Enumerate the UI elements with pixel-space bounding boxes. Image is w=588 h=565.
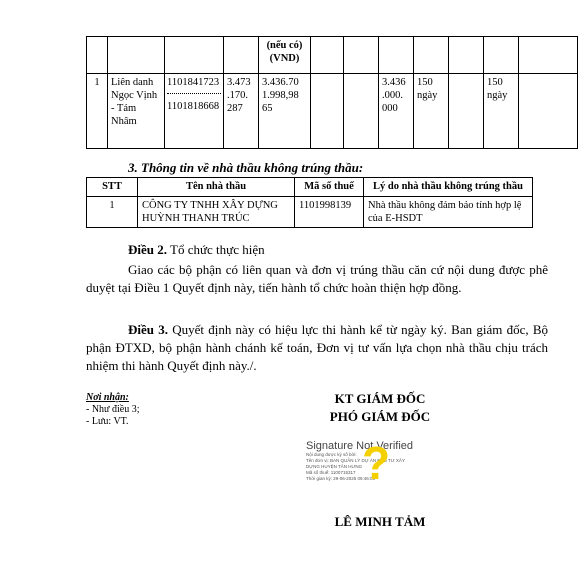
signature-status: Signature Not Verified [306,440,414,452]
header-currency-cell: (nếu có) (VND) [259,37,311,74]
row-col-a: 3.473 .170. 287 [224,74,259,149]
table-row [87,197,533,228]
section3-heading: 3. Thông tin về nhà thầu không trúng thầu: [128,160,364,175]
losing-bidder-table [86,177,533,228]
tax-code-2: 1101818668 [167,101,220,112]
header-bidder-name: Tên nhà thầu [138,178,295,197]
row-bidder-name: CÔNG TY TNHH XÂY DỰNG HUỲNH THANH TRÚC [138,197,295,228]
table-header-row [87,178,533,197]
recipient-item: - Như điều 3; [86,404,140,415]
header-stt: STT [87,178,138,197]
signature-detail-line: Nội dung được ký số bởi: [306,452,357,457]
row-col-c: 3.436 .000. 000 [379,74,414,149]
row-tax-codes [165,74,224,149]
bid-result-table [86,36,578,149]
signer-title-1: KT GIÁM ĐỐC [334,391,426,406]
question-mark-icon: ? [362,437,391,489]
article3-label: Điều 3. [128,322,168,337]
digital-signature-stamp [306,437,426,490]
article3-paragraph [86,321,548,375]
row-col-b: 3.436.70 1.998,98 65 [259,74,311,149]
row-reason: Nhà thầu không đảm bảo tính hợp lệ của E-HSDT [364,197,533,228]
header-reason: Lý do nhà thầu không trúng thầu [364,178,533,197]
row-tax-code: 1101998139 [295,197,364,228]
row-col-e: 150 ngày [484,74,519,149]
row-bidder-name: Liên danh Ngọc Vịnh - Tám Nhâm [108,74,165,149]
recipient-item: - Lưu: VT. [86,416,129,427]
signature-detail-line: Thời gian ký: 29-06-2025 09:46:03 [306,476,375,481]
signer-name: LÊ MINH TẢM [334,514,426,529]
row-col-d: 150 ngày [414,74,449,149]
article2-body: Giao các bộ phận có liên quan và đơn vị trúng thầu căn cứ nội dung được phê duyệt tại Điều 1 Quyết định này, tiến hành tổ chức hoàn thiện hợp đồng. [86,262,548,295]
article2-label: Điều 2. [128,242,167,257]
tax-code-1: 1101841723 [167,76,221,94]
header-tax-code: Mã số thuế [295,178,364,197]
table-row [87,74,578,149]
article2-title-text: Tổ chức thực hiện [167,242,265,257]
signature-detail-line: DỰNG HUYỆN TÂN HƯNG [306,464,363,469]
signer-title-2: PHÓ GIÁM ĐỐC [329,409,431,424]
row-stt: 1 [87,197,138,228]
article2-title [128,241,548,259]
signature-detail-line: Mã số thuế: 1100715317 [306,470,356,475]
signature-detail-line: Tên đơn vị: BAN QUẢN LÝ DỰ ÁN ĐẦU TƯ XÂY [306,458,405,463]
recipients-title: Nơi nhận: [86,392,129,403]
article3-body: Quyết định này có hiệu lực thi hành kể từ ngày ký. Ban giám đốc, Bộ phận ĐTXD, bộ phận hành chánh kế toán, Đơn vị tư vấn lựa chọn nhà thầu chịu trách nhiệm thi hành Quyết định này./. [86,322,548,373]
recipients-block [86,392,139,428]
table-header-row [87,37,578,74]
row-stt: 1 [87,74,108,149]
